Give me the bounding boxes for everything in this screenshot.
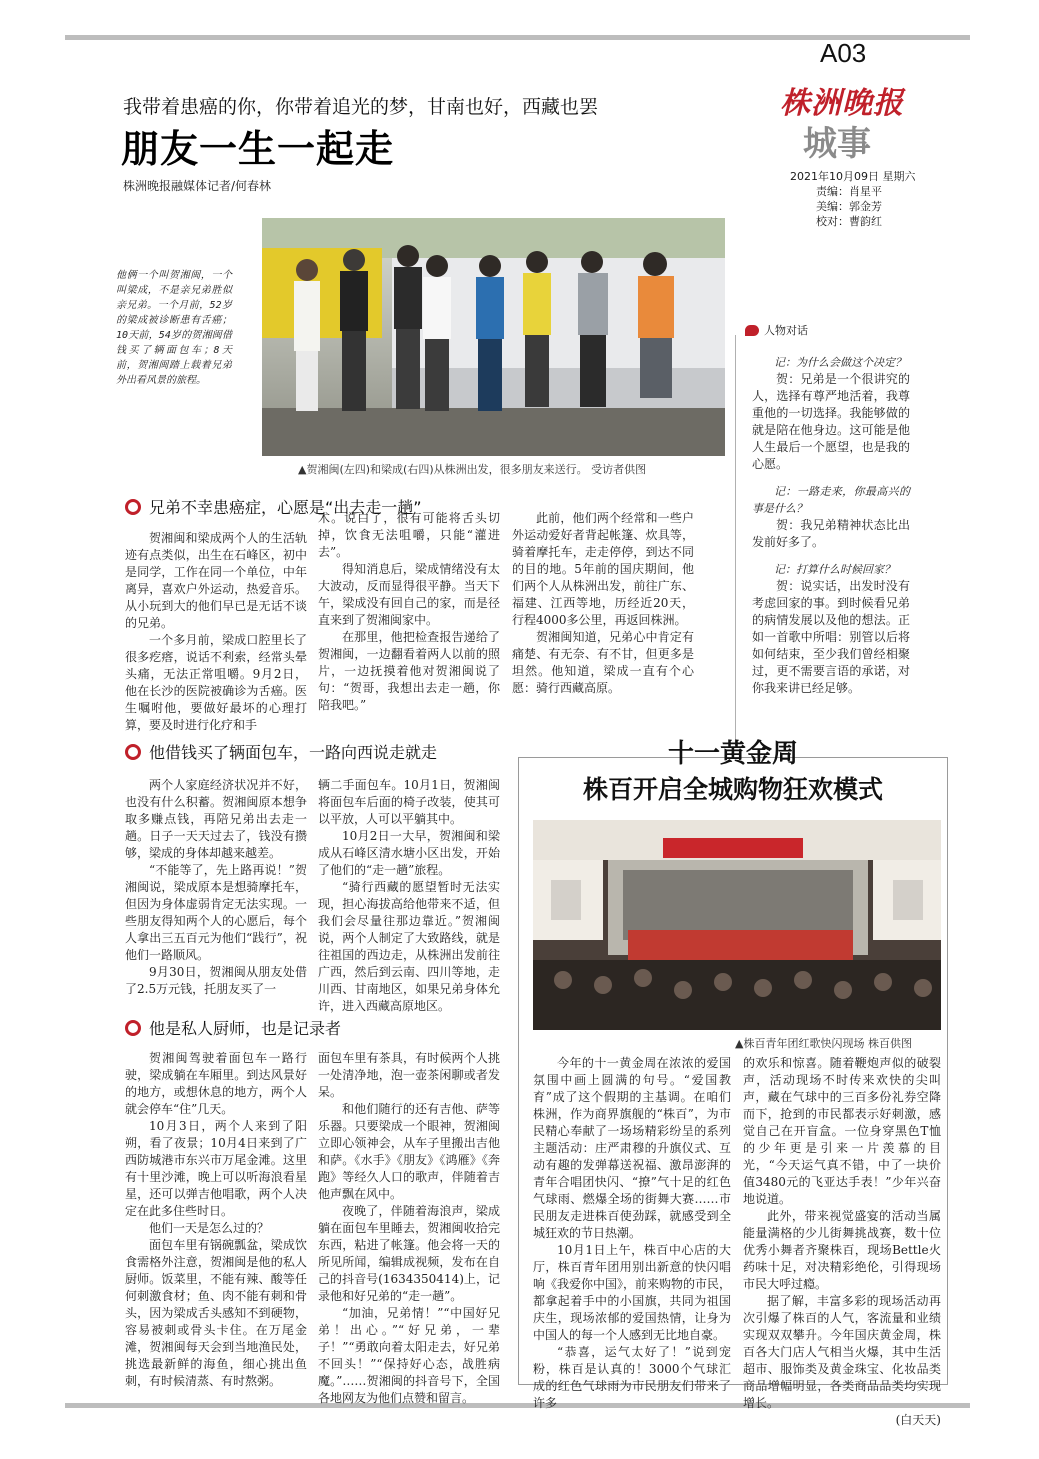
interview-answer: 贺：兄弟是一个很讲究的人，选择有尊严地活着，我尊重他的一切选择。我能够做的就是陪在他身边。这可能是他人生最后一个愿望，也是我的心愿。 <box>752 372 910 471</box>
paragraph: 面包车里有锅碗瓢盆，梁成饮食需格外注意，贺湘闽是他的私人厨师。饭菜里，不能有辣、酸等任何刺激食材；鱼、肉不能有刺和骨头，因为梁成舌头感知不到硬物，容易被刺或骨头卡住。在万尾金滩，贺湘闽每天会到当地渔民处，挑选最新鲜的海鱼，细心挑出鱼刺，有时候清蒸、有时熬粥。 <box>125 1238 307 1388</box>
date-line: 2021年10月09日 星期六 <box>790 170 916 183</box>
paragraph: 10月3日，两个人来到了阳朔，看了夜景；10月4日来到了广西防城港市东兴市万尾金滩。这里有十里沙滩，晚上可以听海浪看星星，还可以弹吉他唱歌，两个人决定在此多住些时日。 <box>125 1119 307 1218</box>
speech-bubble-icon <box>745 325 759 336</box>
section3-column-2 <box>318 1050 500 1407</box>
paragraph: 10月2日一大早，贺湘闽和梁成从石峰区清水塘小区出发，开始了他们的“走一趟”旅程。 <box>318 829 500 877</box>
paragraph: 贺湘闽和梁成两个人的生活轨迹有点类似，出生在石峰区，初中是同学，工作在同一个单位，中年离异，喜欢户外运动，热爱音乐。从小玩到大的他们早已是无话不谈的兄弟。 <box>125 531 307 630</box>
paragraph: 10月1日上午，株百中心店的大厅，株百青年团用别出新意的快闪唱响《我爱你中国》，前来购物的市民，都拿起着手中的小国旗，共同为祖国庆生，现场浓郁的爱国热情，让身为中国人的每一个人感到无比地自豪。 <box>533 1243 732 1342</box>
editor-credit: 责编：肖星平 <box>816 185 882 198</box>
section-heading-text: 他是私人厨师，也是记录者 <box>149 1019 342 1038</box>
paragraph: 在那里，他把检查报告递给了贺湘闽，一边翻看着两人以前的照片，一边抚摸着他对贺湘闽说了句：“贺哥，我想出去走一趟，你陪我吧。” <box>318 630 500 712</box>
paragraph: 两个人家庭经济状况并不好，也没有什么积蓄。贺湘闽原本想争取多赚点钱，再陪兄弟出去走一趟。日子一天天过去了，钱没有攒够，梁成的身体却越来越差。 <box>125 778 307 860</box>
paragraph: 术。说白了，很有可能将舌头切掉，饮食无法咀嚼，只能“灌进去”。 <box>318 511 500 559</box>
paragraph: 一个多月前，梁成口腔里长了很多疙瘩，说话不利索，经常头晕头痛，无法正常咀嚼。9月2日，他在长沙的医院被确诊为舌癌。医生嘱咐他，要做好最坏的心理打算，要及时进行化疗和手 <box>125 633 307 732</box>
page-number: A03 <box>820 38 867 68</box>
interview-question: 记：打算什么时候回家？ <box>774 563 895 576</box>
paragraph: “恭喜，运气太好了！”说到宠粉，株百是认真的！3000个气球汇成的红色气球雨为市民朋友们带来了许多 <box>533 1345 731 1410</box>
designer-credit: 美编：郭金芳 <box>816 200 882 213</box>
advertorial-column-1 <box>533 1055 731 1412</box>
article-byline: 株洲晚报融媒体记者/何春林 <box>123 179 272 193</box>
paragraph: 贺湘闽知道，兄弟心中肯定有痛楚、有无奈、有不甘，但更多是坦然。他知道，梁成一直有个心愿：骑行西藏高原。 <box>512 630 694 695</box>
paragraph: 贺湘闽驾驶着面包车一路行驶，梁成躺在车厢里。到达风景好的地方，或想休息的地方，两个人就会停车“住”几天。 <box>125 1051 307 1116</box>
author-signature: (白天天) <box>895 1413 941 1427</box>
newspaper-logo: 株洲晚报 <box>780 86 904 121</box>
section-name: 城事 <box>803 124 871 164</box>
section1-column-1 <box>125 530 307 734</box>
paragraph: 辆二手面包车。10月1日，贺湘闽将面包车后面的椅子改装，使其可以平放，人可以平躺其中。 <box>318 778 500 826</box>
main-photo-caption: ▲贺湘闽(左四)和梁成(右四)从株洲出发，很多朋友来送行。 受访者供图 <box>298 463 647 476</box>
section-heading-text: 兄弟不幸患癌症，心愿是“出去走一趟” <box>149 498 422 517</box>
section-bullet-icon <box>125 499 141 515</box>
interview-title <box>745 322 808 338</box>
paragraph: 的欢乐和惊喜。随着鞭炮声似的破裂声，活动现场不时传来欢快的尖叫声，藏在气球中的三百多份礼券空降而下，抢到的市民都表示好刺激，感觉自己在开盲盒。一位身穿黑色T恤的少年更是引来一片羡慕的目光，“今天运气真不错，中了一块价值3480元的飞亚达手表！”少年兴奋地说道。 <box>743 1056 941 1206</box>
interview-title-text: 人物对话 <box>764 324 808 337</box>
interview-question: 记：为什么会做这个决定？ <box>774 356 906 369</box>
store-photo-caption: ▲株百青年团红歌快闪现场 株百供图 <box>735 1037 912 1050</box>
paragraph: 他们一天是怎么过的？ <box>149 1221 270 1235</box>
paragraph: “不能等了，先上路再说！”贺湘闽说，梁成原本是想骑摩托车，但因为身体虚弱肯定无法实现。一些朋友得知两个人的心愿后，每个人拿出三五百元为他们“践行”，祝他们一路顺风。 <box>125 863 307 962</box>
paragraph: 此前，他们两个经常和一些户外运动爱好者背起帐篷、炊具等，骑着摩托车，走走停停，到达不同的目的地。5年前的国庆期间，他们两个人从株洲出发，前往广东、福建、江西等地，历经近20天，行程4000多公里，再返回株洲。 <box>512 511 694 627</box>
store-event-photo <box>533 820 941 1030</box>
paragraph: 和他们随行的还有吉他、萨等乐器。只要梁成一个眼神，贺湘闽立即心领神会，从车子里搬出吉他和萨。《水手》《朋友》《鸿雁》《奔跑》等经久人口的歌声，伴随着吉他声飘在风中。 <box>318 1102 500 1201</box>
interview-content <box>752 354 910 707</box>
section-bullet-icon <box>125 1020 141 1036</box>
article-headline: 朋友一生一起走 <box>121 127 395 171</box>
advertorial-title-line-1: 十一黄金周 <box>667 739 798 769</box>
photo-side-text: 他俩一个叫贺湘闽，一个叫梁成，不是亲兄弟胜似亲兄弟。一个月前，52岁的梁成被诊断患有舌癌；10天前，54岁的贺湘闽借钱买了辆面包车；8天前，贺湘闽踏上载着兄弟外出看风景的旅程。 <box>116 270 232 386</box>
interview-answer: 贺：我兄弟精神状态比出发前好多了。 <box>752 518 910 549</box>
paragraph: 今年的十一黄金周在浓浓的爱国氛围中画上圆满的句号。“爱国教育”成了这个假期的主基调。在咱们株洲，作为商界旗舰的“株百”，为市民精心奉献了一场场精彩纷呈的系列主题活动：庄严肃穆的升旗仪式、互动有趣的发弹幕送祝福、激昂澎湃的青年合唱团快闪、“撩”气十足的红色气球雨、燃爆全场的街舞大赛……市民朋友走进株百使劲踩，就感受到全城狂欢的节日热潮。 <box>533 1056 731 1240</box>
paragraph: 据了解，丰富多彩的现场活动再次引爆了株百的人气，客流量和业绩实现双双攀升。今年国庆黄金周，株百各大门店人气相当火爆，其中生活超市、服饰类及黄金珠宝、化妆品类商品增幅明显，各类商品品类均实现增长。 <box>743 1294 941 1410</box>
paragraph: 夜晚了，伴随着海浪声，梁成躺在面包车里睡去，贺湘闽收拾完东西，粘进了帐篷。他会将一天的所见所闻，编辑成视频，发布在自己的抖音号(1634350414)上，记录他和好兄弟的“走一趟”。 <box>318 1204 500 1303</box>
section-heading-text: 他借钱买了辆面包车，一路向西说走就走 <box>149 743 438 762</box>
section2-column-2 <box>318 777 500 1015</box>
paragraph: “加油，兄弟情！”“中国好兄弟！出心。”“好兄弟，一辈子！”“勇敢向着太阳走去，好兄弟不回头！”“保持好心态，战胜病魔。”……贺湘闽的抖音号下，全国各地网友为他们点赞和留言。 <box>318 1306 500 1405</box>
paragraph: 此外，带来视觉盛宴的活动当属能量满格的少儿街舞挑战赛，数十位优秀小舞者齐聚株百，现场Bettle火药味十足，对决精彩绝伦，引得现场市民大呼过瘾。 <box>743 1209 941 1291</box>
interview-answer: 贺：说实话，出发时没有考虑回家的事。到时候看兄弟的病情发展以及他的想法。正如一首歌中所唱：别管以后将如何结束，至少我们曾经相聚过，更不需要言语的承诺，对你我来讲已经足够。 <box>752 579 910 695</box>
section-bullet-icon <box>125 744 141 760</box>
interview-question: 记：一路走来，你最高兴的事是什么？ <box>752 485 910 515</box>
friends-group-photo <box>262 218 725 456</box>
section3-column-1 <box>125 1050 307 1390</box>
paragraph: “骑行西藏的愿望暂时无法实现，担心海拔高给他带来不适，但我们会尽量往那边靠近。”贺湘闽说，两个人制定了大致路线，就是往祖国的西边走，从株洲出发前往广西，然后到云南、四川等地，走川西、甘南地区，如果兄弟身体允许，进入西藏高原地区。 <box>318 880 500 1013</box>
article-subhead: 我带着患癌的你，你带着追光的梦，甘南也好，西藏也罢 <box>123 96 599 118</box>
advertorial-title-line-2: 株百开启全城购物狂欢模式 <box>582 775 883 804</box>
section1-column-3 <box>512 510 694 697</box>
paragraph: 9月30日，贺湘闽从朋友处借了2.5万元钱，托朋友买了一 <box>125 965 307 996</box>
section1-column-2 <box>318 510 500 714</box>
section-heading-3 <box>125 1016 341 1039</box>
section2-column-1 <box>125 777 307 998</box>
paragraph: 得知消息后，梁成情绪没有太大波动，反而显得很平静。当天下午，梁成没有回自己的家，而是径直来到了贺湘闽家中。 <box>318 562 500 627</box>
advertorial-column-2 <box>743 1055 941 1429</box>
proofreader-credit: 校对：曹韵红 <box>816 215 882 228</box>
paragraph: 面包车里有茶具，有时候两个人挑一处清净地，泡一壶茶闲聊或者发呆。 <box>318 1051 500 1099</box>
section-heading-2 <box>125 740 437 763</box>
